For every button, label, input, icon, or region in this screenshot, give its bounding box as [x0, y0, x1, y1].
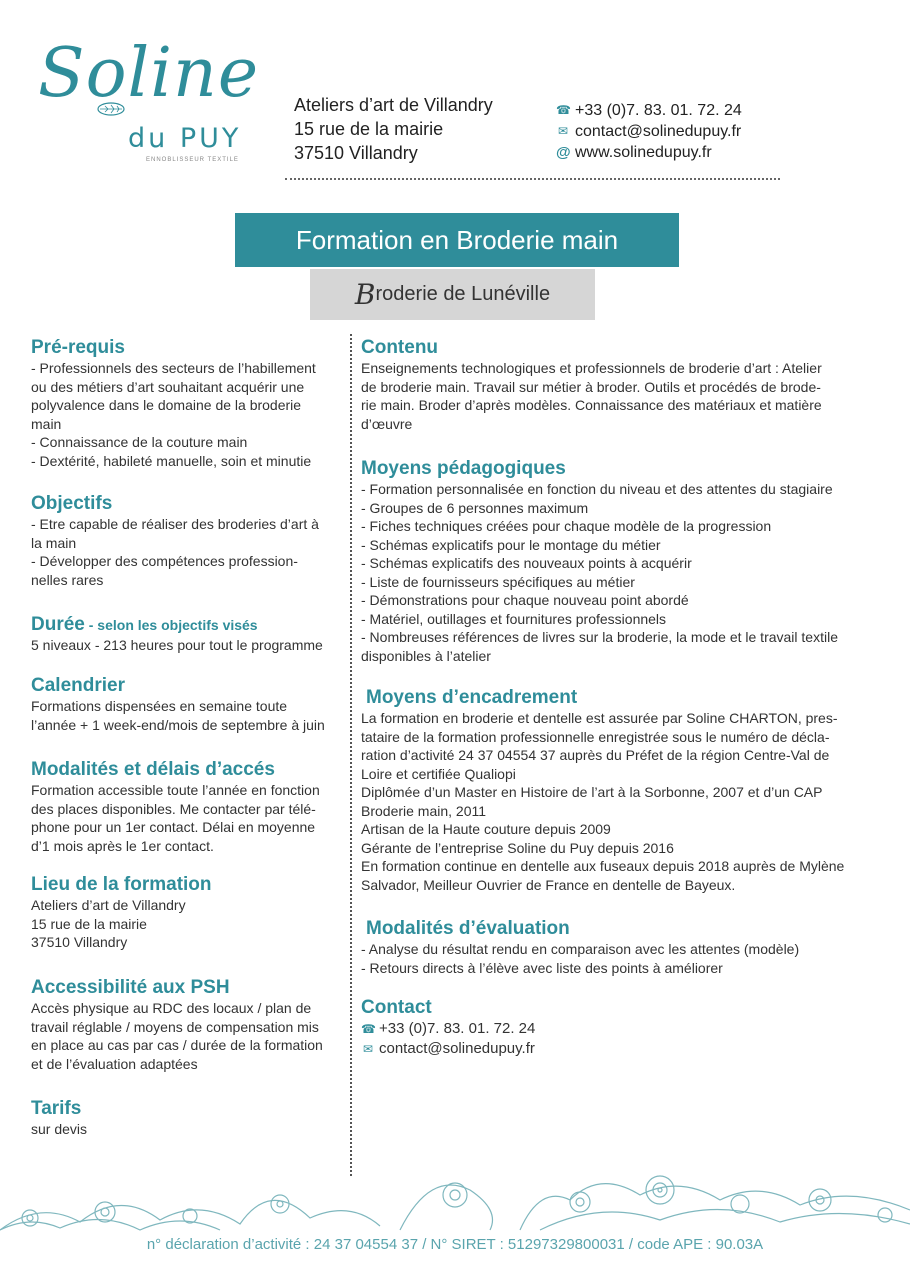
contact-phone: +33 (0)7. 83. 01. 72. 24 — [379, 1020, 536, 1037]
section-heading: Tarifs — [31, 1098, 82, 1119]
section-heading: Contact — [361, 997, 432, 1018]
section-psh — [31, 977, 349, 1073]
phone-icon: ☎ — [361, 1022, 376, 1036]
section-line: d’1 mois après le 1er contact. — [31, 837, 214, 854]
section-line: tataire de la formation professionnelle enregistrée sous le numéro de décla- — [361, 728, 830, 745]
logo-dupuy: du PUY — [128, 123, 242, 154]
section-line: phone pour un 1er contact. Délai en moyenne — [31, 819, 316, 835]
contact-phone-row — [361, 1019, 876, 1039]
section-line: Artisan de la Haute couture depuis 2009 — [361, 821, 611, 837]
section-line: - Matériel, outillages et fournitures professionnels — [361, 610, 667, 627]
section-evaluation-body — [361, 940, 876, 977]
duree-note: - selon les objectifs visés — [84, 617, 258, 633]
section-line: En formation continue en dentelle aux fuseaux depuis 2018 auprès de Mylène — [361, 858, 845, 874]
section-line: Gérante de l’entreprise Soline du Puy depuis 2016 — [361, 839, 674, 856]
section-line: travail réglable / moyens de compensation mis — [31, 1018, 319, 1035]
section-objectifs — [31, 493, 349, 589]
section-line: - Fiches techniques créées pour chaque modèle de la progression — [361, 518, 772, 534]
section-tarifs — [31, 1098, 349, 1139]
section-line: 15 rue de la mairie — [31, 915, 147, 932]
section-line: ration d’activité 24 37 04554 37 auprès du Préfet de la région Centre-Val de — [361, 747, 830, 763]
address-line: Ateliers d’art de Villandry — [294, 95, 493, 115]
header-web-row[interactable] — [556, 142, 742, 163]
section-heading: Pré-requis — [31, 337, 125, 358]
leaf-icon — [96, 100, 126, 118]
page-title: Formation en Broderie main — [235, 213, 679, 267]
section-line: Salvador, Meilleur Ouvrier de France en dentelle de Bayeux. — [361, 876, 736, 893]
section-line: nelles rares — [31, 571, 104, 588]
section-line: - Liste de fournisseurs spécifiques au métier — [361, 573, 635, 590]
section-contact — [361, 997, 876, 1059]
section-line: Loire et certifiée Qualiopi — [361, 765, 516, 782]
envelope-icon: ✉ — [362, 1042, 374, 1056]
section-heading: Contenu — [361, 337, 439, 358]
duree-heading-text: Durée — [31, 614, 85, 635]
section-prerequis — [31, 337, 349, 470]
section-line: Formation accessible toute l’année en fonction — [31, 782, 320, 798]
header-divider — [285, 178, 780, 180]
section-line: Broderie main, 2011 — [361, 802, 487, 819]
section-line: - Schémas explicatifs des nouveaux points à acquérir — [361, 555, 692, 571]
section-contenu — [361, 337, 876, 433]
section-heading: Calendrier — [31, 675, 125, 696]
section-line: - Formation personnalisée en fonction du niveau et des attentes du stagiaire — [361, 481, 833, 497]
subtitle-initial: B — [354, 278, 376, 311]
section-line: - Professionnels des secteurs de l’habillement — [31, 360, 316, 376]
section-line: - Nombreuses références de livres sur la broderie, la mode et le travail textile — [361, 629, 838, 645]
footer-legal: n° déclaration d’activité : 24 37 04554 37 / N° SIRET : 51297329800031 / code APE : 90.03A — [146, 1236, 764, 1253]
section-line: main — [31, 415, 62, 432]
address-line: 15 rue de la mairie — [294, 119, 444, 139]
section-line: - Développer des compétences profession- — [31, 553, 298, 569]
header-contact — [556, 100, 742, 163]
section-line: d’œuvre — [361, 415, 413, 432]
section-heading: Modalités d’évaluation — [366, 918, 570, 939]
section-line: - Retours directs à l’élève avec liste des points à améliorer — [361, 959, 723, 976]
section-line: Enseignements technologiques et professionnels de broderie d’art : Atelier — [361, 360, 822, 376]
header-phone: +33 (0)7. 83. 01. 72. 24 — [575, 102, 742, 119]
logo-script: Soline — [38, 34, 260, 113]
contact-email-row[interactable] — [361, 1039, 876, 1059]
section-line: Ateliers d’art de Villandry — [31, 897, 186, 913]
section-calendrier — [31, 675, 349, 734]
page-subtitle — [310, 269, 595, 320]
section-line: sur devis — [31, 1121, 88, 1137]
section-line: - Schémas explicatifs pour le montage du métier — [361, 536, 661, 553]
lace-decoration — [0, 1160, 910, 1232]
subtitle-text: roderie de Lunéville — [375, 283, 551, 305]
section-line: la main — [31, 534, 77, 551]
header-email-row[interactable] — [556, 121, 742, 142]
section-line: de broderie main. Travail sur métier à broder. Outils et procédés de brode- — [361, 378, 821, 395]
section-line: La formation en broderie et dentelle est assurée par Soline CHARTON, pres- — [361, 710, 838, 726]
section-line: - Démonstrations pour chaque nouveau point abordé — [361, 592, 689, 608]
section-line: 37510 Villandry — [31, 934, 128, 950]
section-line: et de l’évaluation adaptées — [31, 1055, 198, 1072]
logo-tagline: ENNOBLISSEUR TEXTILE — [146, 157, 239, 163]
header-phone-row — [556, 100, 742, 121]
section-line: disponibles à l’atelier — [361, 647, 491, 664]
section-line: - Analyse du résultat rendu en comparaison avec les attentes (modèle) — [361, 941, 800, 957]
section-heading: Moyens d’encadrement — [366, 687, 578, 708]
section-line: Accès physique au RDC des locaux / plan de — [31, 1000, 312, 1016]
at-icon: @ — [556, 144, 571, 161]
section-heading: Accessibilité aux PSH — [31, 977, 230, 998]
section-encadrement-body — [361, 709, 876, 894]
section-line: 5 niveaux - 213 heures pour tout le programme — [31, 637, 323, 653]
section-line: Formations dispensées en semaine toute — [31, 698, 288, 714]
section-line: ou des métiers d’art souhaitant acquérir une — [31, 378, 305, 395]
envelope-icon: ✉ — [557, 124, 569, 138]
section-line: rie main. Broder d’après modèles. Connaissance des matériaux et matière — [361, 397, 822, 413]
column-divider — [350, 334, 352, 1176]
header-address — [294, 93, 493, 165]
section-line: l’année + 1 week-end/mois de septembre à juin — [31, 716, 325, 733]
header-email[interactable]: contact@solinedupuy.fr — [575, 123, 742, 140]
section-line: polyvalence dans le domaine de la broderie — [31, 397, 302, 413]
section-encadrement — [366, 687, 881, 709]
contact-email[interactable]: contact@solinedupuy.fr — [379, 1040, 535, 1057]
section-heading — [31, 614, 349, 636]
section-heading: Lieu de la formation — [31, 874, 212, 895]
section-line: en place au cas par cas / durée de la formation — [31, 1037, 323, 1053]
section-line: - Connaissance de la couture main — [31, 434, 248, 450]
section-heading: Objectifs — [31, 493, 113, 514]
section-line: Diplômée d’un Master en Histoire de l’art à la Sorbonne, 2007 et d’un CAP — [361, 784, 823, 800]
section-evaluation — [366, 918, 881, 940]
address-line: 37510 Villandry — [294, 143, 418, 163]
section-modalites — [31, 759, 349, 855]
section-heading: Moyens pédagogiques — [361, 458, 566, 479]
section-line: - Groupes de 6 personnes maximum — [361, 499, 589, 516]
header-website[interactable]: www.solinedupuy.fr — [575, 144, 712, 161]
section-duree — [31, 614, 349, 655]
section-line: - Dextérité, habileté manuelle, soin et minutie — [31, 452, 312, 469]
section-lieu — [31, 874, 349, 952]
section-heading: Modalités et délais d’accés — [31, 759, 275, 780]
section-line: des places disponibles. Me contacter par télé- — [31, 800, 316, 817]
phone-icon: ☎ — [556, 103, 571, 117]
section-line: - Etre capable de réaliser des broderies d’art à — [31, 516, 319, 532]
section-moyens-pedagogiques — [361, 458, 876, 665]
